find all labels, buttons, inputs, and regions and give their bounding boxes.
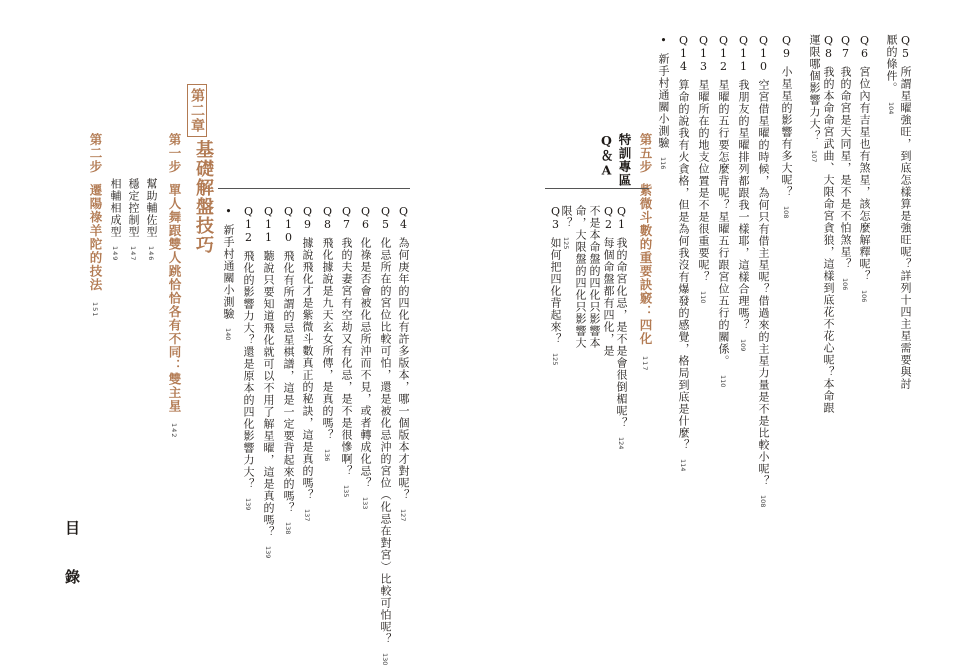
special-zone-line1: 特訓專區	[617, 133, 632, 187]
page-number: 127	[399, 509, 407, 522]
question-number: Q7	[839, 34, 852, 60]
question-text: 我的命宮是天同星，是不是不怕煞星？	[839, 66, 852, 270]
question-text: 星曜的五行要怎麼背呢？星曜五行跟宮位五行的關係。	[717, 79, 730, 367]
chapter-title[interactable]: 基礎解盤技巧	[193, 140, 214, 254]
special-zone-qa	[597, 133, 615, 179]
toc-sub-item-1[interactable]	[143, 178, 159, 261]
chapter-label: 第二章	[187, 84, 207, 137]
question-row[interactable]	[339, 205, 353, 497]
page-number: 140	[224, 328, 232, 341]
question-row[interactable]	[857, 34, 871, 302]
question-row[interactable]	[716, 34, 730, 387]
question-text: 我的本命命宮武曲、大限命宮貪狼，這樣到底花不花心呢？本命跟運限哪個影響力大？	[808, 34, 835, 414]
page-number: 116	[659, 157, 667, 170]
page-number: 106	[841, 278, 849, 291]
page-number: 109	[739, 339, 747, 352]
question-text: 為何庚年的四化有許多版本，哪一個版本才對呢？	[397, 237, 410, 501]
question-number: Q11	[262, 205, 275, 244]
question-row[interactable]	[838, 34, 852, 290]
page-number: 125	[562, 237, 570, 250]
question-number: Q6	[858, 34, 871, 60]
toc-sub-item-2[interactable]	[125, 178, 141, 261]
question-number: Q3	[549, 205, 562, 231]
question-number: Q5	[899, 34, 912, 60]
question-number: Q9	[780, 34, 793, 60]
question-row[interactable]	[676, 34, 690, 471]
bullet: •	[657, 34, 670, 47]
step2-label: 第二步	[88, 133, 103, 174]
question-row[interactable]	[300, 205, 314, 521]
question-text: 化忌所在的宮位比較可怕，還是被化忌沖的宮位（化忌在對宮）比較可怕呢？	[379, 237, 392, 645]
quiz-text: 新手村通關小測驗	[657, 53, 670, 149]
question-number: Q14	[677, 34, 690, 73]
question-number: Q12	[717, 34, 730, 73]
question-text: 小星星的影響有多大呢？	[780, 66, 793, 198]
question-text: 每個命盤都有四化，是不是本命盤的四化只影響本命，大限盤的四化只影響大限？	[560, 205, 615, 357]
question-text: 如何把四化背起來？	[549, 237, 562, 345]
page-number: 136	[323, 449, 331, 462]
question-row[interactable]	[241, 205, 255, 510]
sub-item-page: 146	[147, 246, 155, 262]
question-number: Q7	[340, 205, 353, 231]
question-number: Q6	[359, 205, 372, 231]
question-text: 飛化有所謂的忌星棋譜，這是一定要背起來的嗎？	[282, 250, 295, 514]
page-number: 139	[244, 498, 252, 511]
question-text: 聽說只要知道飛化就可以不用了解星曜，這是真的嗎？	[262, 250, 275, 538]
page-number: 107	[810, 150, 818, 163]
question-row[interactable]	[614, 205, 628, 449]
page-number: 110	[719, 375, 727, 388]
page-number: 137	[303, 509, 311, 522]
question-row[interactable]	[801, 34, 835, 414]
quiz-row[interactable]	[656, 34, 670, 169]
divider-rule	[218, 188, 410, 189]
page-number: 125	[551, 353, 559, 366]
question-number: Q10	[282, 205, 295, 244]
question-text: 宮位內有吉星也有煞星，該怎麼解釋呢？	[858, 66, 871, 282]
question-row[interactable]	[880, 34, 912, 394]
question-number: Q9	[301, 205, 314, 231]
question-row[interactable]	[736, 34, 750, 351]
question-row[interactable]	[378, 205, 392, 665]
question-row[interactable]	[560, 205, 615, 365]
question-text: 我朋友的星曜排列都跟我一樣耶，這樣合理嗎？	[737, 79, 750, 331]
toc-title: 目錄	[63, 520, 81, 618]
step2-title: 遷陽祿羊陀的技法	[88, 183, 103, 292]
question-number: Q10	[757, 34, 770, 73]
toc-entry-step5[interactable]	[636, 133, 654, 371]
sub-item-text: 相輔相成型	[109, 178, 122, 238]
question-text: 我的夫妻宮有空劫又有化忌，是不是很慘啊？	[340, 237, 353, 477]
step1-page: 142	[170, 423, 178, 439]
step1-label: 第一步	[167, 133, 182, 174]
question-number: Q5	[379, 205, 392, 231]
question-number: Q4	[397, 205, 410, 231]
bullet: •	[222, 205, 235, 218]
step1-title: 單人舞跟雙人跳恰恰各有不同：雙主星	[167, 183, 182, 413]
question-row[interactable]	[320, 205, 334, 461]
question-number: Q1	[615, 205, 628, 231]
page-number: 139	[264, 546, 272, 559]
question-text: 星曜所在的地支位置是不是很重要呢？	[697, 79, 710, 283]
page-number: 108	[759, 495, 767, 508]
question-row[interactable]	[396, 205, 410, 521]
question-text: 飛化的影響力大？還是原本的四化影響力大？	[242, 250, 255, 490]
step5-page: 117	[641, 355, 649, 371]
toc-entry-step2[interactable]	[86, 133, 104, 317]
page-number: 114	[679, 459, 687, 472]
step5-title: 紫微斗數的重要訣竅：四化	[638, 183, 653, 346]
chapter-heading	[188, 84, 207, 137]
question-row[interactable]	[756, 34, 770, 507]
question-number: Q2	[602, 205, 615, 231]
question-row[interactable]	[281, 205, 295, 534]
question-text: 據說飛化才是紫微斗數真正的秘訣，這是真的嗎？	[301, 237, 314, 501]
question-row[interactable]	[261, 205, 275, 558]
sub-item-page: 147	[129, 246, 137, 262]
page-number: 110	[699, 291, 707, 304]
question-number: Q8	[822, 34, 835, 60]
question-row[interactable]	[548, 205, 562, 365]
question-row[interactable]	[358, 205, 372, 509]
quiz-row[interactable]	[221, 205, 235, 340]
question-number: Q13	[697, 34, 710, 73]
question-number: Q12	[242, 205, 255, 244]
page-number: 108	[782, 206, 790, 219]
special-zone-title	[615, 133, 633, 187]
question-row[interactable]	[779, 34, 793, 218]
sub-item-text: 幫助輔佐型	[145, 178, 158, 238]
question-number: Q11	[737, 34, 750, 73]
page-number: 104	[887, 102, 895, 115]
question-text: 飛化據說是九天玄女所傳，是真的嗎？	[321, 237, 334, 441]
page-number: 130	[381, 653, 389, 665]
toc-sub-item-3[interactable]	[107, 178, 123, 261]
question-text: 化祿是否會被化忌所沖而不見，或者轉成化忌？	[359, 237, 372, 489]
sub-item-text: 穩定控制型	[127, 178, 140, 238]
page-number: 133	[361, 497, 369, 510]
question-text: 空宮借星曜的時候，為何只有借主星呢？借過來的主星力量是不是比較小呢？	[757, 79, 770, 487]
quiz-text: 新手村通關小測驗	[222, 224, 235, 320]
divider-rule	[545, 188, 649, 189]
question-text: 我的命宮化忌，是不是會很倒楣呢？	[615, 237, 628, 429]
page-number: 106	[860, 290, 868, 303]
page-number: 138	[284, 522, 292, 535]
special-zone-line2: Q＆A	[599, 133, 614, 179]
page-number: 135	[342, 485, 350, 498]
question-number: Q8	[321, 205, 334, 231]
question-text: 算命的說我有火貪格，但是為何我沒有爆發的感覺，格局到底是什麼？	[677, 79, 690, 451]
step5-label: 第五步	[638, 133, 653, 174]
question-row[interactable]	[696, 34, 710, 303]
step2-page: 151	[91, 301, 99, 317]
page-number: 124	[617, 437, 625, 450]
sub-item-page: 149	[111, 246, 119, 262]
question-text: 所謂星曜強旺，到底怎樣算是強旺呢？詳列十四主星需要與討厭的條件。	[885, 34, 912, 390]
toc-entry-step1[interactable]	[165, 133, 183, 438]
